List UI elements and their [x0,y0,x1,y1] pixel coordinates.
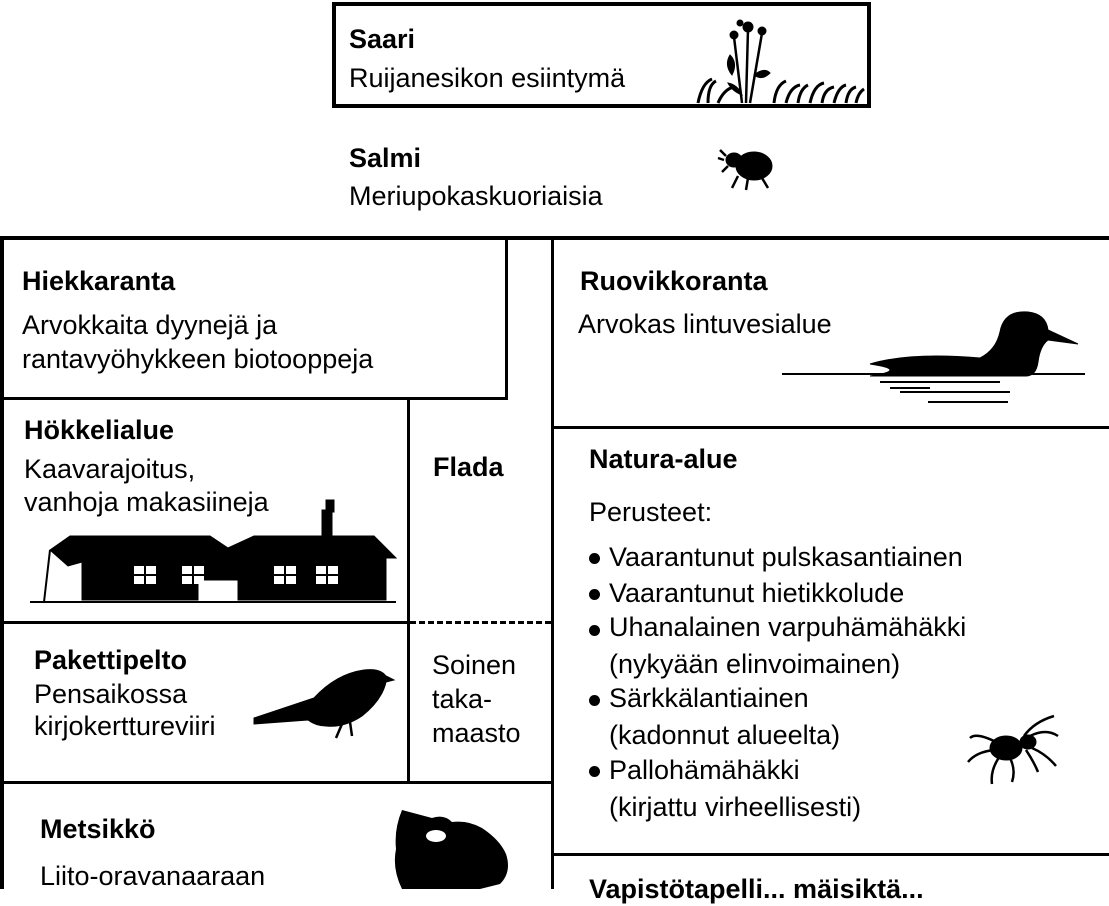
ruovikkoranta-description: Arvokas lintuvesialue [578,309,832,339]
flada-left-border [407,398,410,782]
metsikko-title: Metsikkö [40,814,156,844]
hiekkaranta-title: Hiekkaranta [22,266,176,296]
left-border [0,236,4,889]
natura-bullet [589,553,600,564]
hiekkaranta-description-line1: Arvokkaita dyynejä ja [22,310,278,340]
natura-title: Natura-alue [589,444,738,474]
bottom-right-title: Vapistötapelli... mäisiktä... [589,874,924,904]
metsikko-description-line1: Liito-oravanaaraan [40,861,266,891]
natura-subtitle: Perusteet: [589,497,713,527]
natura-bottom-border [553,853,1109,856]
salmi-title: Salmi [349,143,422,173]
middle-vertical-divider [551,238,554,889]
duck-icon [782,312,1086,416]
natura-item-4: Särkkälantiainen [609,683,809,713]
flada-dashed-border [410,621,551,624]
hokkelialue-description-line2: vanhoja makasiineja [24,487,269,517]
hiekkaranta-description-line2: rantavyöhykkeen biotooppeja [22,344,374,374]
hokkelialue-title: Hökkelialue [24,415,175,445]
ruovikkoranta-bottom-border [553,426,1109,429]
hokkelialue-bottom-border [0,621,409,624]
soinen-line1: Soinen [432,650,517,680]
hiekkaranta-bottom-border [0,397,508,400]
hiekkaranta-right-border [505,238,508,398]
natura-item-4-note: (kadonnut alueelta) [609,720,841,750]
natura-bullet [589,625,600,636]
spider-icon [966,712,1062,788]
soinen-line2: taka- [432,684,493,714]
natura-item-3: Uhanalainen varpuhämähäkki [609,612,967,642]
natura-bullet [589,766,600,777]
flada-title: Flada [433,452,504,482]
top-divider [0,236,1109,240]
salmi-description: Meriupokaskuoriaisia [349,181,603,211]
ruovikkoranta-title: Ruovikkoranta [580,266,768,296]
flower-grass-icon [690,15,865,107]
natura-bullet [589,695,600,706]
beetle-icon [718,144,776,192]
saari-description: Ruijanesikon esiintymä [349,63,626,93]
buildings-icon [30,498,396,606]
natura-item-5-note: (kirjattu virheellisesti) [609,792,862,822]
pakettipelto-description-line1: Pensaikossa [34,679,188,709]
natura-item-5: Pallohämähäkki [609,755,800,785]
pakettipelto-description-line2: kirjokerttureviiri [34,711,216,741]
hokkelialue-description-line1: Kaavarajoitus, [24,454,196,484]
pakettipelto-title: Pakettipelto [34,645,188,675]
soinen-line3: maasto [432,718,521,748]
natura-bullet [589,589,600,600]
natura-item-2: Vaarantunut hietikkolude [609,578,905,608]
bird-icon [254,666,394,742]
saari-title: Saari [349,24,416,54]
flying-squirrel-icon [388,808,512,889]
pakettipelto-bottom-border [0,781,553,784]
natura-item-3-note: (nykyään elinvoimainen) [609,649,901,679]
natura-item-1: Vaarantunut pulskasantiainen [609,542,963,572]
